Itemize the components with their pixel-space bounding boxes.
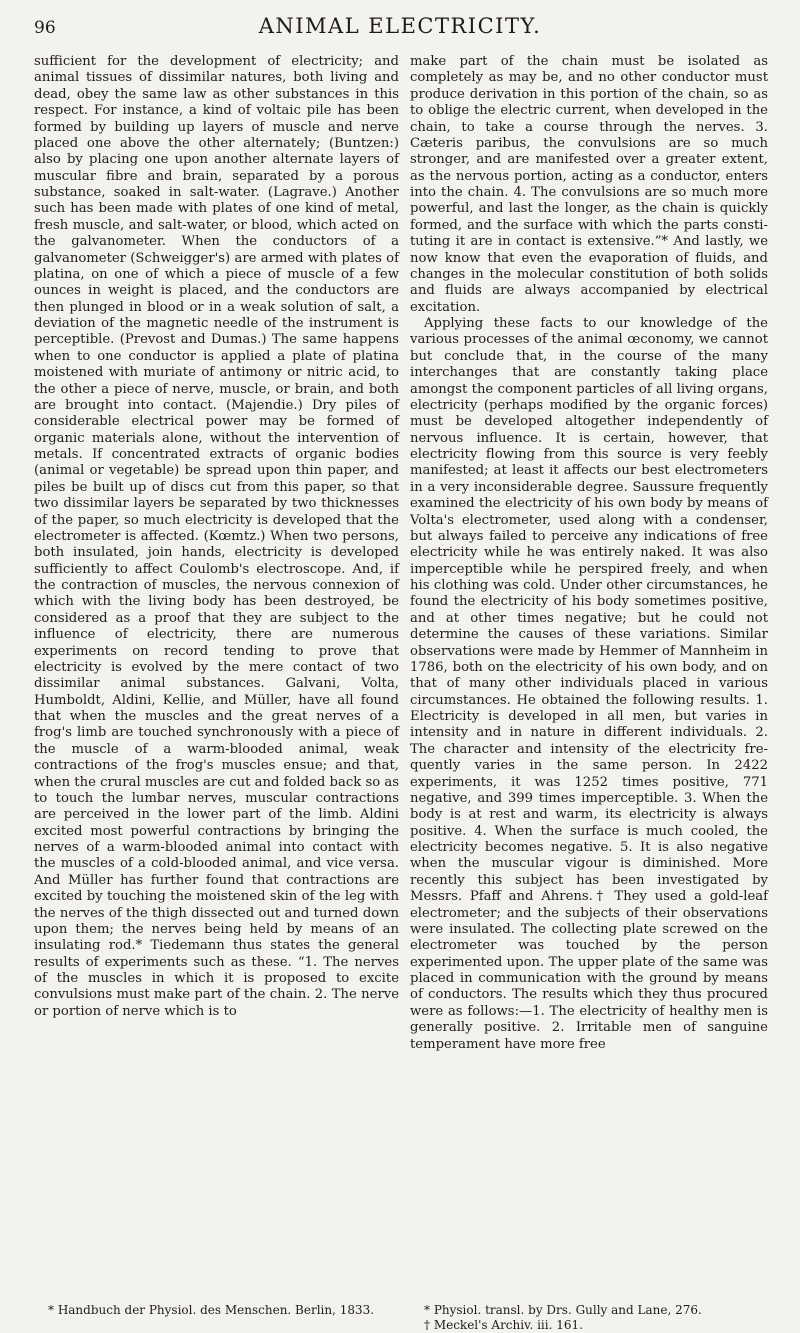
page-header (0, 14, 800, 44)
left-paragraph-1: sufficient for the development of electricity; and animal tissues of dissimilar natures, both living and dead, obey the same law as other substances in this respect. For instance, a kind of voltaic pile has been formed by building up layers of muscle and nerve placed one above the other alternately; (Buntzen:) also by placing one upon another alternate layers of muscular fibre and brain, separated by a porous substance, soaked in salt-water. (Lagrave.) Another such has been made with plates of one kind of metal, fresh muscle, and salt-water, or blood, which acted on the galvanometer. When the conductors of a galvanometer (Schweigger's) are armed with plates of platina, on one of which a piece of muscle of a few ounces in weight is placed, and the conductors are then plunged in blood or in a weak solution of salt, a deviation of the magnetic needle of the instrument is perceptible. (Prevost and Dumas.) The same happens when to one conductor is applied a plate of platina moistened with muriate of antimony or nitric acid, to the other a piece of nerve, muscle, or brain, and both are brought into contact. (Majendie.) Dry piles of considerable electrical power may be formed of organic materials alone, without the intervention of metals. If concentrated extracts of organic bodies (animal or vegetable) be spread upon thin paper, and piles be built up of discs cut from this paper, so that two dissimilar layers be separated by two thicknesses of the paper, so much electricity is developed that the electrometer is affected. (Kœmtz.) When two persons, both insulated, join hands, electricity is developed sufficiently to affect Coulomb's electroscope. And, if the contraction of muscles, the nervous connexion of which with the living body has been destroyed, be considered as a proof that they are subject to the influence of electricity, there are numerous experiments on record tending to prove that electricity is evolved by the mere contact of two dissimilar animal substances. Galvani, Volta, Humboldt, Aldini, Kellie, and Müller, have all found that when the muscles and the great nerves of a frog's limb are touched synchronously with a piece of the muscle of a warm-blooded animal, weak contractions of the frog's muscles ensue; and that, when the crural muscles are cut and folded back so as to touch the lumbar nerves, muscular contractions are perceived in the lower part of the limb. Aldini excited most powerful contractions by bringing the nerves of a warm-blooded animal into contact with the muscles of a cold-blooded animal, and vice versa. And Müller has further found that contractions are excited by touching the moistened skin of the leg with the nerves of the thigh dissected out and turned down upon them; the nerves being held by means of an insulating rod.* Tiedemann thus states the general results of experiments such as these. “1. The nerves of the muscles in which it is proposed to excite convulsions must make part of the chain. 2. The nerve or portion of nerve which is to (34, 54, 399, 1019)
right-paragraph-2: Applying these facts to our knowledge of the various processes of the animal œconomy, we cannot but conclude that, in the course of the many interchanges that are constantly taking place amongst the component particles of all living organs, electricity (perhaps modified by the organic forces) must be developed altogether independently of nervous influence. It is certain, however, that electricity flowing from this source is very feebly manifested; at least it affects our best electrometers in a very inconsiderable degree. Saussure frequently examined the electricity of his own body by means of Volta's electrometer, used along with a condenser, but always failed to perceive any indications of free electricity while he was entirely naked. It was also imperceptible while he perspired freely, and when his clothing was cold. Under other circumstances, he found the electricity of his body sometimes positive, and at other times negative; but he could not determine the causes of these variations. Similar observations were made by Hemmer of Mannheim in 1786, both on the electricity of his own body, and on that of many other individuals placed in various circumstances. He obtained the following results. 1. Electricity is developed in all men, but varies in intensity and in nature in different individuals. 2. The character and intensity of the electricity frequently varies in the same person. In 2422 experiments, it was 1252 times positive, 771 negative, and 399 times imperceptible. 3. When the body is at rest and warm, its electricity is always positive. 4. When the surface is much cooled, the electricity becomes negative. 5. It is also negative when the muscular vigour is diminished. More recently this subject has been investigated by Messrs. Pfaff and Ahrens.† They used a gold-leaf electrometer; and the subjects of their observations were insulated. The collecting plate screwed on the electrometer was touched by the person experimented upon. The upper plate of the same was placed in communication with the ground by means of conductors. The results which they thus procured were as follows:—1. The electricity of healthy men is generally positive. 2. Irritable men of sanguine temperament have more free (410, 316, 768, 1052)
footnote-meckel-archiv: † Meckel's Archiv. iii. 161. (424, 1317, 583, 1332)
running-title: ANIMAL ELECTRICITY. (258, 14, 542, 38)
left-footnotes (34, 1303, 399, 1318)
right-column (410, 54, 768, 1053)
footnote-physiol-transl: * Physiol. transl. by Drs. Gully and Lane, 276. (424, 1303, 702, 1317)
page-number: 96 (34, 18, 56, 38)
right-footnotes (410, 1303, 768, 1332)
right-paragraph-1: make part of the chain must be isolated as completely as may be, and no other conductor must produce derivation in this portion of the chain, so as to oblige the electric current, when developed in the chain, to take a course through the nerves. 3. Cæteris paribus, the convulsions are so much stronger, and are manifested over a greater extent, as the nervous portion, acting as a conductor, enters into the chain. 4. The convulsions are so much more powerful, and last the longer, as the chain is quickly formed, and the surface with which the parts constituting it are in contact is extensive.”* And lastly, we now know that even the evaporation of fluids, and changes in the molecular constitution of both solids and fluids are always accompanied by electrical excitation. (410, 54, 768, 315)
left-column (34, 54, 399, 1020)
footnote-handbuch: * Handbuch der Physiol. des Menschen. Berlin, 1833. (48, 1303, 375, 1317)
